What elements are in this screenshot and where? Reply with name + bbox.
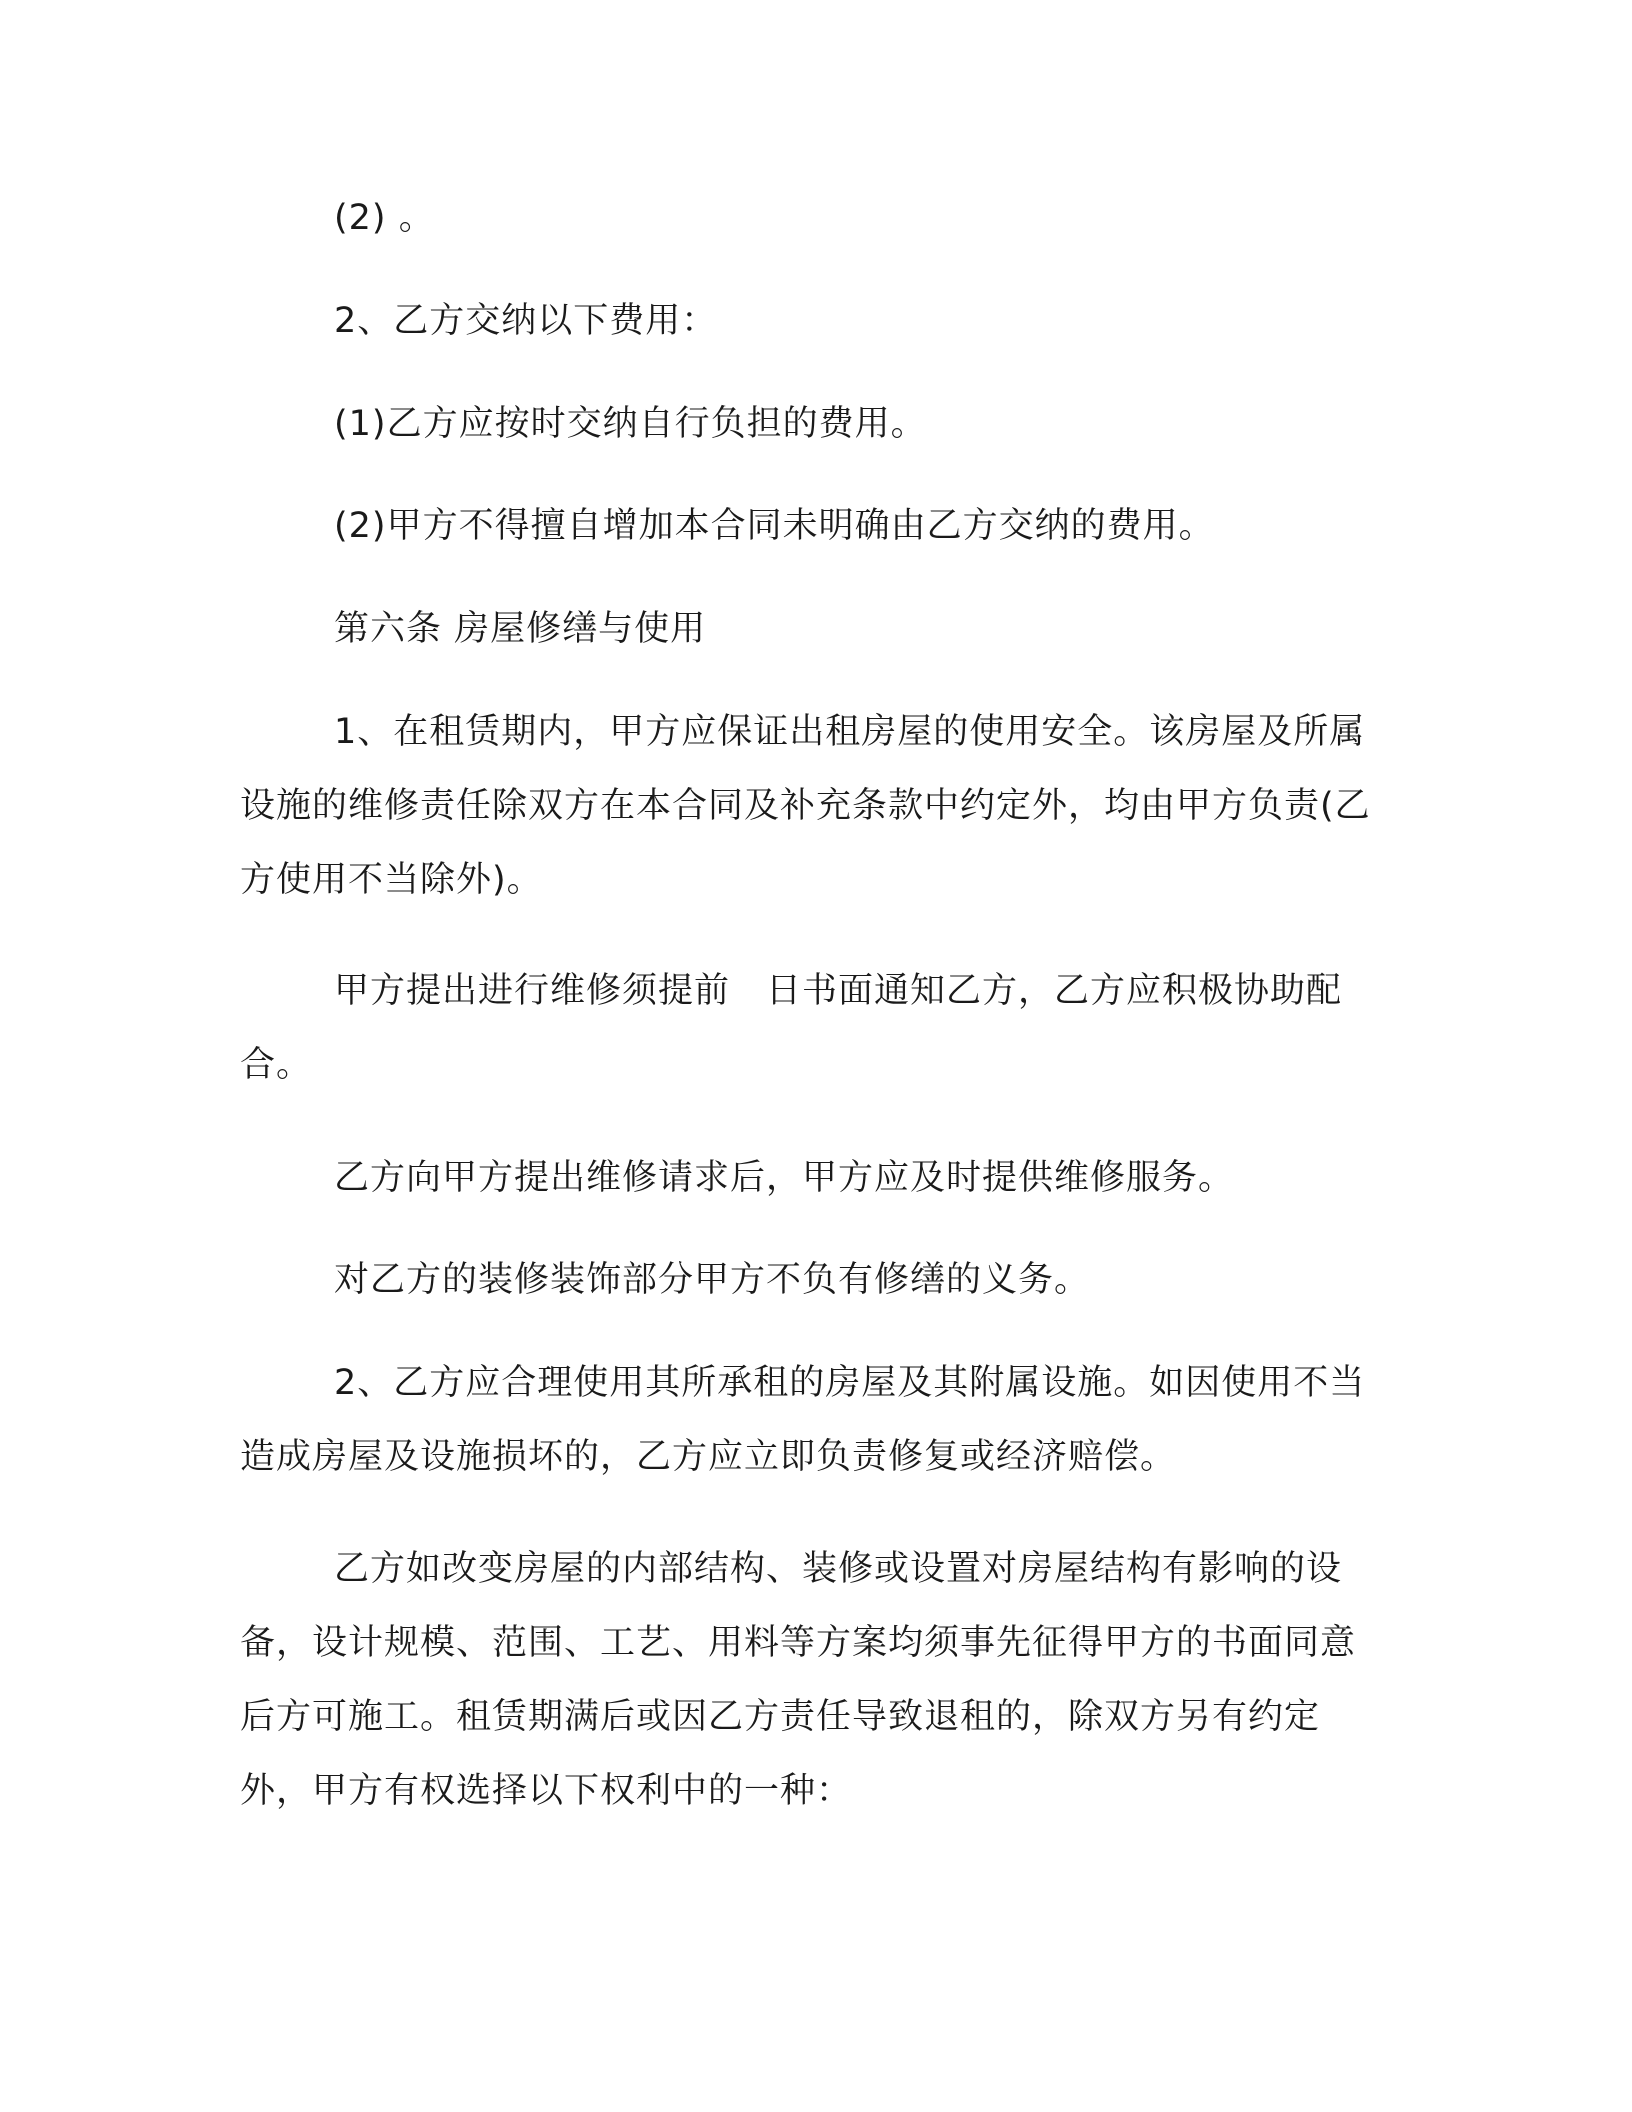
paragraph-repair-notice: 甲方提出进行维修须提前 日书面通知乙方，乙方应积极协助配合。 bbox=[240, 971, 1343, 1085]
paragraph-decoration-exclusion: 对乙方的装修装饰部分甲方不负有修缮的义务。 bbox=[334, 1260, 1091, 1300]
paragraph-repair-responsibility: 1、在租赁期内，甲方应保证出租房屋的使用安全。该房屋及所属设施的维修责任除双方在本合同及补充条款中约定外，均由甲方负责(乙方使用不当除外)。 bbox=[240, 712, 1371, 900]
paragraph-fees-item-2: (2)甲方不得擅自增加本合同未明确由乙方交纳的费用。 bbox=[334, 506, 1215, 546]
paragraph-structural-changes: 乙方如改变房屋的内部结构、装修或设置对房屋结构有影响的设备，设计规模、范围、工艺、用料等方案均须事先征得甲方的书面同意后方可施工。租赁期满后或因乙方责任导致退租的，除双方另有约定外，甲方有权选择以下权利中的一种： bbox=[240, 1549, 1357, 1811]
paragraph-fees-heading: 2、乙方交纳以下费用： bbox=[334, 301, 718, 341]
paragraph-fees-item-1: (1)乙方应按时交纳自行负担的费用。 bbox=[334, 404, 927, 444]
section-heading-article-6: 第六条 房屋修缮与使用 bbox=[334, 609, 707, 649]
paragraph-proper-use: 2、乙方应合理使用其所承租的房屋及其附属设施。如因使用不当造成房屋及设施损坏的，乙方应立即负责修复或经济赔偿。 bbox=[240, 1363, 1366, 1477]
paragraph-item-2-blank: (2) 。 bbox=[334, 198, 435, 238]
paragraph-repair-request: 乙方向甲方提出维修请求后，甲方应及时提供维修服务。 bbox=[334, 1158, 1235, 1198]
